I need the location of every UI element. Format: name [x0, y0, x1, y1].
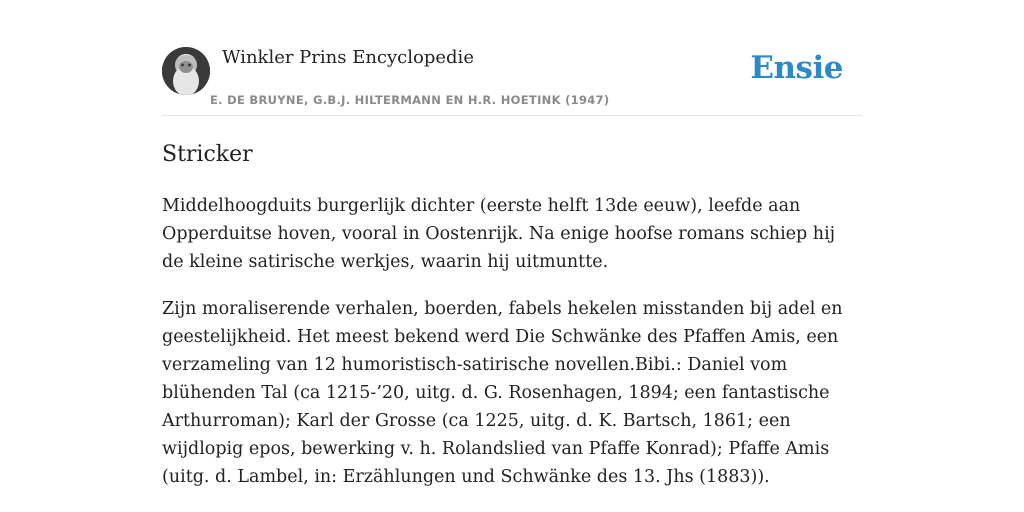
bearded-man-portrait-icon[interactable] — [162, 47, 210, 95]
brand-logo[interactable]: Ensie — [750, 50, 843, 86]
site-title[interactable]: Winkler Prins Encyclopedie — [222, 47, 474, 68]
entry-paragraph: Middelhoogduits burgerlijk dichter (eerste helft 13de eeuw), leefde aan Opperduitse hoven, vooral in Oostenrijk. Na enige hoofse romans schiep hij de kleine satirische werkjes, waarin hij uitmuntte. — [162, 196, 836, 272]
entry-title: Stricker — [162, 142, 253, 167]
site-header — [162, 0, 862, 116]
entry-paragraph: Zijn moraliserende verhalen, boerden, fabels hekelen misstanden bij adel en geestelijkheid. Het meest bekend werd Die Schwänke des Pfaffen Amis, een verzameling van 12 humoristisch-satirische novellen.Bibi.: Daniel vom blühenden Tal (ca 1215-’20, uitg. d. G. Rosenhagen, 1894; een fantastische Arthurroman); Karl der Grosse (ca 1225, uitg. d. K. Bartsch, 1861; een wijdlopig epos, bewerking v. h. Rolandslied van Pfaffe Konrad); Pfaffe Amis (uitg. d. Lambel, in: Erzählungen und Schwänke des 13. Jhs (1883)). — [162, 299, 843, 487]
entry-body — [162, 192, 862, 510]
authors-line: E. DE BRUYNE, G.B.J. HILTERMANN EN H.R. HOETINK (1947) — [210, 93, 610, 107]
page — [162, 0, 862, 512]
